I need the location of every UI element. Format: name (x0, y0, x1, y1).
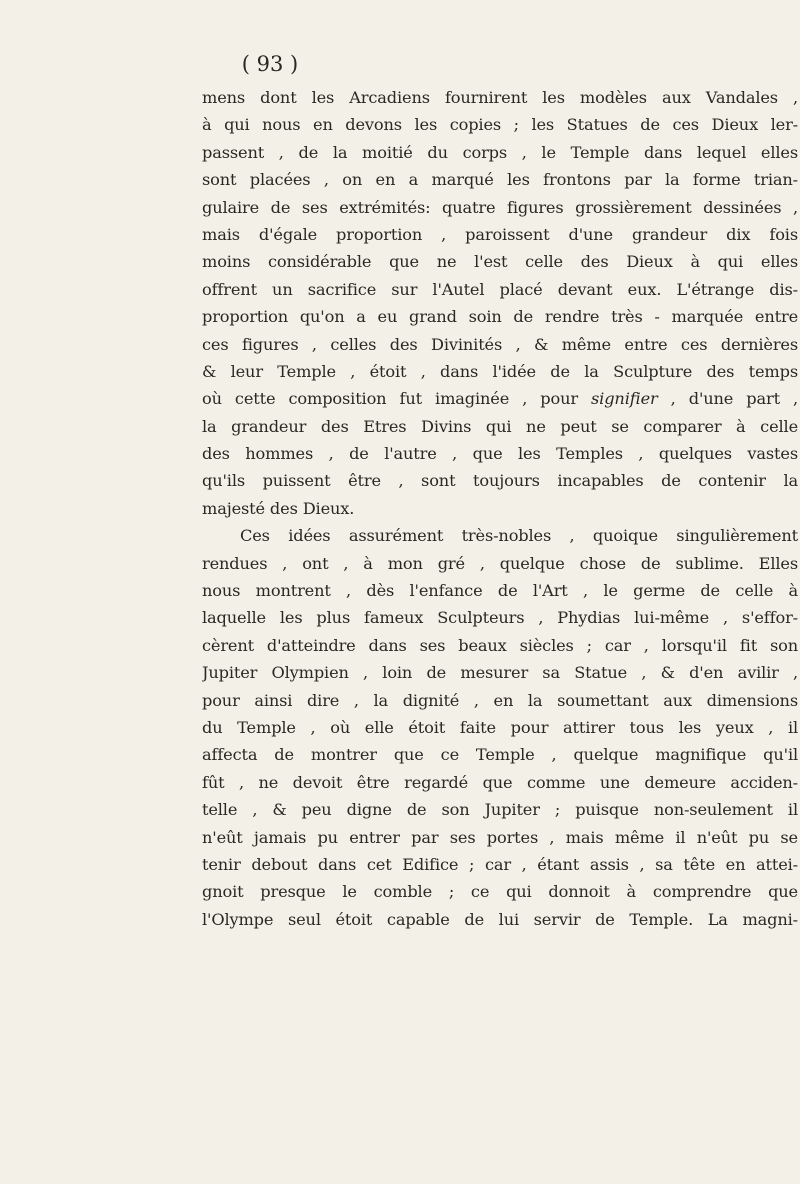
text-line: cèrent d'atteindre dans ses beaux siècles ; car , lorsqu'il fit son (202, 635, 798, 655)
text-line: Jupiter Olympien , loin de mesurer sa Statue , & d'en avilir , (202, 663, 798, 683)
text-line: moins considérable que ne l'est celle des Dieux à qui elles (202, 252, 798, 272)
text-line: gulaire de ses extrémités: quatre figures grossièrement dessinées , (202, 197, 798, 217)
text-line: l'Olympe seul étoit capable de lui servir de Temple. La magni- (202, 909, 798, 929)
text-line: la grandeur des Etres Divins qui ne peut se comparer à celle (202, 416, 798, 436)
text-line: proportion qu'on a eu grand soin de rendre très - marquée entre (202, 307, 798, 327)
text-line: n'eût jamais pu entrer par ses portes , mais même il n'eût pu se (202, 827, 798, 847)
text-line: à qui nous en devons les copies ; les Statues de ces Dieux ler- (202, 115, 798, 135)
text-line: où cette composition fut imaginée , pour signifier , d'une part , (202, 389, 798, 409)
text-line: passent , de la moitié du corps , le Temple dans lequel elles (202, 142, 798, 162)
body-text (202, 84, 798, 933)
text-line: tenir debout dans cet Edifice ; car , étant assis , sa tête en attei- (202, 854, 798, 874)
text-line: pour ainsi dire , la dignité , en la soumettant aux dimensions (202, 690, 798, 710)
text-line: mais d'égale proportion , paroissent d'une grandeur dix fois (202, 224, 798, 244)
text-line: laquelle les plus fameux Sculpteurs , Phydias lui-même , s'effor- (202, 608, 798, 628)
text-line: affecta de montrer que ce Temple , quelque magnifique qu'il (202, 745, 798, 765)
text-line: rendues , ont , à mon gré , quelque chose de sublime. Elles (202, 553, 798, 573)
text-line: qu'ils puissent être , sont toujours incapables de contenir la (202, 471, 798, 491)
text-line: majesté des Dieux. (202, 498, 355, 518)
text-line: Ces idées assurément très-nobles , quoique singulièrement (240, 526, 798, 546)
text-line: & leur Temple , étoit , dans l'idée de la Sculpture des temps (202, 361, 798, 381)
text-line: gnoit presque le comble ; ce qui donnoit à comprendre que (202, 882, 798, 902)
text-line: offrent un sacrifice sur l'Autel placé devant eux. L'étrange dis- (202, 279, 798, 299)
text-line: mens dont les Arcadiens fournirent les modèles aux Vandales , (202, 88, 798, 107)
page-number: ( 93 ) (241, 52, 299, 76)
text-line: ces figures , celles des Divinités , & même entre ces dernières (202, 334, 798, 354)
text-line: des hommes , de l'autre , que les Temples , quelques vastes (202, 444, 798, 464)
text-line: du Temple , où elle étoit faite pour attirer tous les yeux , il (202, 717, 798, 737)
text-line: nous montrent , dès l'enfance de l'Art , le germe de celle à (202, 581, 798, 601)
text-line: sont placées , on en a marqué les frontons par la forme trian- (202, 170, 798, 190)
text-line: fût , ne devoit être regardé que comme une demeure acciden- (202, 772, 798, 792)
text-line: telle , & peu digne de son Jupiter ; puisque non-seulement il (202, 800, 798, 820)
